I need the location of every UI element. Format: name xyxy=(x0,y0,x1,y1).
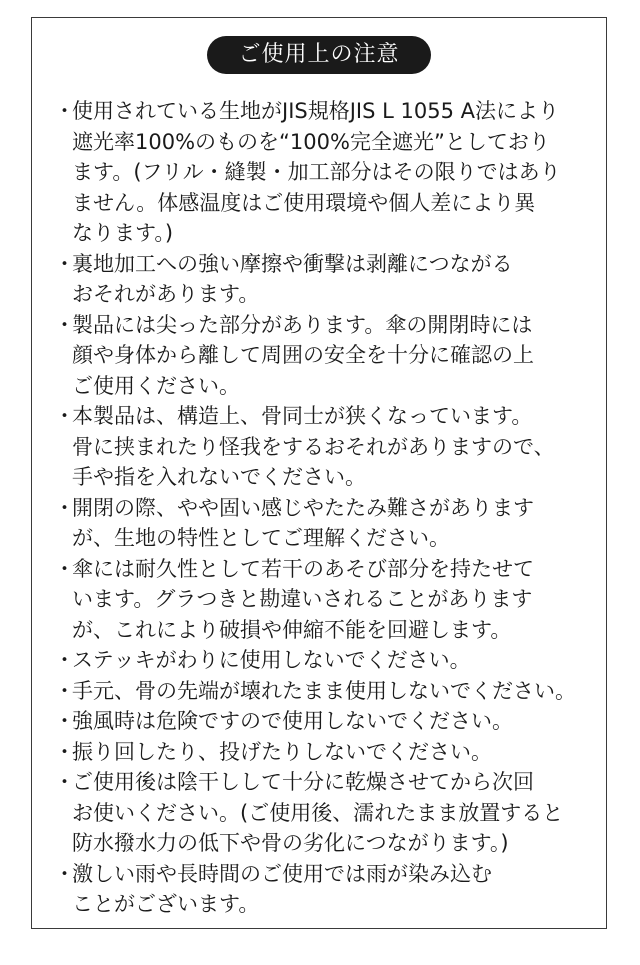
bullet-icon: ・ xyxy=(54,709,75,733)
note-line: 手や指を入れないでください。 xyxy=(72,465,366,489)
notice-title: ご使用上の注意 xyxy=(207,36,431,74)
bullet-icon: ・ xyxy=(54,739,75,764)
note-item xyxy=(50,645,598,676)
bullet-icon: ・ xyxy=(54,404,75,428)
note-item xyxy=(50,493,598,554)
note-line: ことがございます。 xyxy=(72,892,260,916)
note-line: が、生地の特性としてご理解ください。 xyxy=(72,526,450,550)
bullet-icon: ・ xyxy=(54,495,75,520)
note-line: 裏地加工への強い摩擦や衝撃は剥離につながる xyxy=(72,251,513,276)
note-line: 遮光率100%のものを“100%完全遮光”としており xyxy=(72,129,550,154)
note-item xyxy=(50,859,598,920)
bullet-icon: ・ xyxy=(54,678,75,703)
note-line: 振り回したり、投げたりしないでください。 xyxy=(72,739,492,764)
note-line: 骨に挟まれたり怪我をするおそれがありますので、 xyxy=(72,434,555,459)
bullet-icon: ・ xyxy=(54,556,75,581)
note-item xyxy=(50,310,598,402)
note-line: 開閉の際、やや固い感じやたたみ難さがあります xyxy=(72,495,534,520)
note-item xyxy=(50,767,598,859)
bullet-icon: ・ xyxy=(54,312,75,337)
note-line: ご使用後は陰干しして十分に乾燥させてから次回 xyxy=(72,770,534,794)
note-line: 顔や身体から離して周囲の安全を十分に確認の上 xyxy=(72,343,534,367)
note-item xyxy=(50,96,598,249)
note-line: 激しい雨や長時間のご使用では雨が染み込む xyxy=(72,861,492,886)
note-line: 手元、骨の先端が壊れたまま使用しないでください。 xyxy=(72,678,576,703)
bullet-icon: ・ xyxy=(54,861,75,886)
note-line: 使用されている生地がJIS規格JIS L 1055 A法により xyxy=(72,99,559,123)
note-item xyxy=(50,401,598,493)
note-line: が、これにより破損や伸縮不能を回避します。 xyxy=(72,617,512,642)
note-line: 傘には耐久性として若干のあそび部分を持たせて xyxy=(72,556,534,581)
note-item xyxy=(50,737,598,768)
note-line: お使いください。(ご使用後、濡れたまま放置すると xyxy=(72,800,564,825)
bullet-icon: ・ xyxy=(54,99,75,123)
bullet-icon: ・ xyxy=(54,770,75,794)
note-line: なります。) xyxy=(72,221,174,245)
note-line: ご使用ください。 xyxy=(72,373,240,398)
note-item xyxy=(50,676,598,707)
bullet-icon: ・ xyxy=(54,251,75,276)
note-line: 製品には尖った部分があります。傘の開閉時には xyxy=(72,312,533,337)
note-line: 本製品は、構造上、骨同士が狭くなっています。 xyxy=(72,404,533,428)
note-item xyxy=(50,706,598,737)
note-line: ます。(フリル・縫製・加工部分はその限りではあり xyxy=(72,160,561,184)
note-line: ません。体感温度はご使用環境や個人差により異 xyxy=(72,190,536,215)
note-item xyxy=(50,554,598,646)
note-line: おそれがあります。 xyxy=(72,282,260,306)
notes-list xyxy=(50,96,598,920)
note-item xyxy=(50,249,598,310)
note-line: います。グラつきと勘違いされることがあります xyxy=(72,587,533,611)
note-line: 強風時は危険ですので使用しないでください。 xyxy=(72,709,513,733)
note-line: ステッキがわりに使用しないでください。 xyxy=(72,648,471,672)
bullet-icon: ・ xyxy=(54,648,75,672)
note-line: 防水撥水力の低下や骨の劣化につながります。) xyxy=(72,831,509,855)
